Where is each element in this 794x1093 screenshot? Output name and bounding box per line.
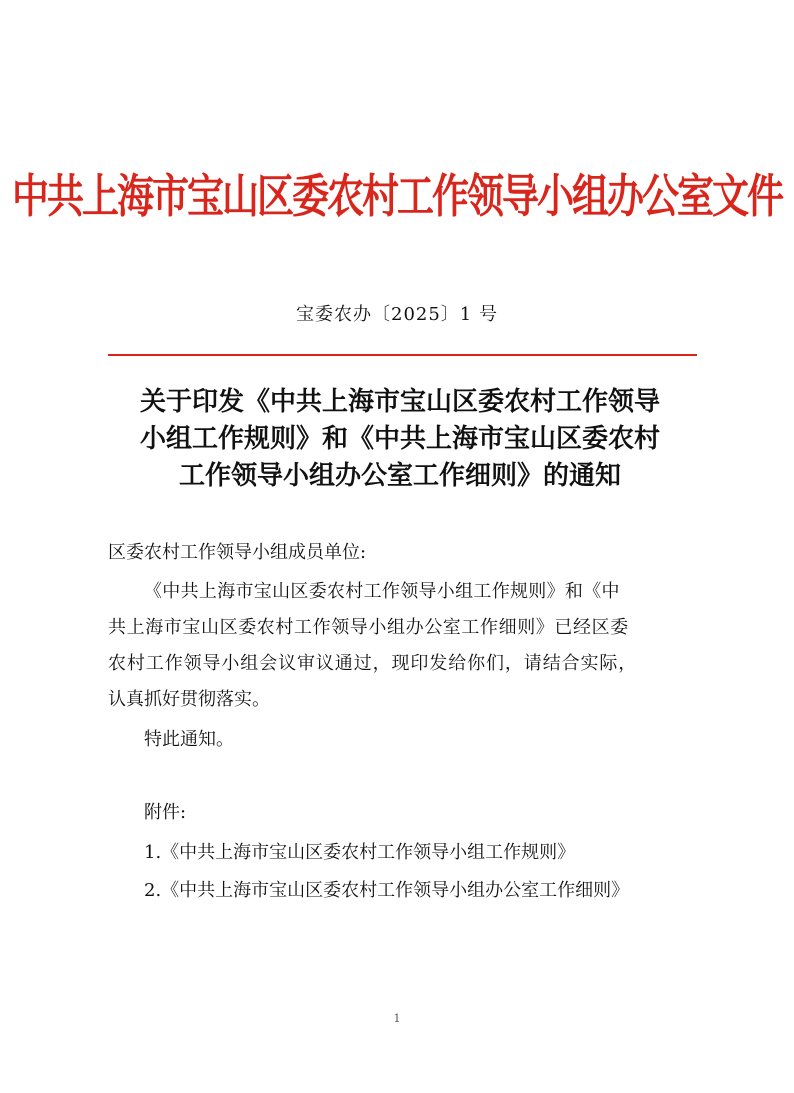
main-paragraph [108,574,708,718]
document-number: 宝委农办〔2025〕1 号 [296,304,498,325]
attachment-item-1: 1.《中共上海市宝山区委农村工作领导小组工作规则》 [144,842,576,863]
salutation: 区委农村工作领导小组成员单位: [108,542,367,563]
attachments-label: 附件: [144,802,187,823]
title-line-1: 关于印发《中共上海市宝山区委农村工作领导 [139,387,660,417]
paragraph-line-2: 共上海市宝山区委农村工作领导小组办公室工作细则》已经区委 [108,617,629,638]
title-line-2: 小组工作规则》和《中共上海市宝山区委农村 [139,424,660,454]
page-number: 1 [393,1012,401,1025]
paragraph-line-1: 《中共上海市宝山区委农村工作领导小组工作规则》和《中 [144,581,620,602]
closing-text: 特此通知。 [144,729,234,750]
document-title [100,384,700,495]
attachments-list [144,834,744,910]
paragraph-line-3: 农村工作领导小组会议审议通过，现印发给你们，请结合实际， [108,653,638,674]
issuer-header: 中共上海市宝山区委农村工作领导小组办公室文件 [12,169,782,223]
red-separator-line [108,354,697,356]
paragraph-line-4: 认真抓好贯彻落实。 [108,689,270,710]
attachment-item-2: 2.《中共上海市宝山区委农村工作领导小组办公室工作细则》 [144,880,630,901]
title-line-3: 工作领导小组办公室工作细则》的通知 [178,461,621,491]
